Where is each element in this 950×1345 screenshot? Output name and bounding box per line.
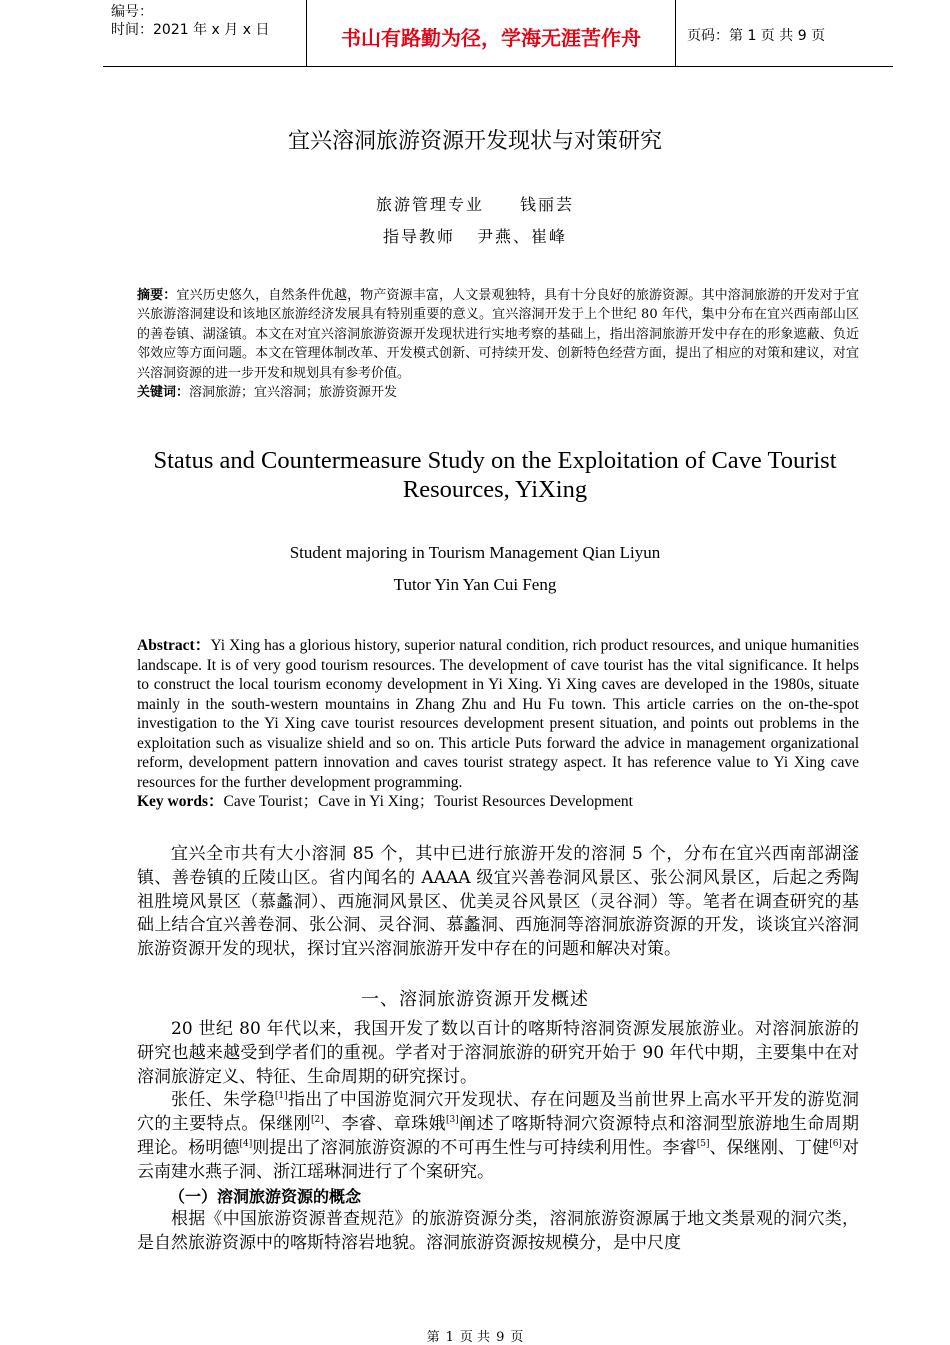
section-heading-1: 一、溶洞旅游资源开发概述 <box>361 989 589 1010</box>
keywords-en-label: Key words： <box>137 793 224 810</box>
title-english: Status and Countermeasure Study on the Exploitation of Cave Tourist Resources, YiXing <box>153 447 837 503</box>
header-page-indicator: 页码：第 1 页 共 9 页 <box>687 28 826 44</box>
section-1-body <box>137 1018 859 1256</box>
abstract-chinese <box>137 286 859 402</box>
document-number-label: 编号： <box>111 4 153 20</box>
tutor-label: 指导教师 <box>382 227 455 246</box>
keywords-label: 关键词： <box>137 385 190 401</box>
keywords-text: 溶洞旅游；宜兴溶洞；旅游资源开发 <box>189 385 398 401</box>
abstract-label: 摘要： <box>137 288 177 303</box>
footer-page-number: 1 <box>445 1330 454 1345</box>
keywords-en-text: Cave Tourist；Cave in Yi Xing；Tourist Resources Development <box>223 793 633 810</box>
abstract-english <box>137 636 859 812</box>
author-line-cn <box>0 192 950 215</box>
subsection-heading: （一）溶洞旅游资源的概念 <box>169 1186 362 1206</box>
tutor-line-cn <box>0 224 950 247</box>
header-motto: 书山有路勤为径，学海无涯苦作舟 <box>341 26 641 50</box>
header-info <box>111 3 269 39</box>
title-chinese: 宜兴溶洞旅游资源开发现状与对策研究 <box>287 129 662 154</box>
page-footer: 第 1 页 共 9 页 <box>426 1330 524 1345</box>
abstract-en-text: Yi Xing has a glorious history, superior natural condition, rich product resources, and unique humanities landscape. It is of very good tourism resources. The development of cave tourist has the vital significance. It helps to construct the local tourism economy development in Yi Xing. Yi Xing caves are developed in the 1980s, situate mainly in the south-western mountains in Zhang Zhu and Hu Fu town. This article carries on the on-the-spot investigation to the Yi Xing cave tourist resources development present situation, and points out problems in the exploitation such as visualize shield and so on. This article Puts forward the advice in management organizational reform, development pattern innovation and caves tourist strategy aspect. It has reference value to Yi Xing cave resources for the further development programming. <box>137 637 859 791</box>
body-paragraph-citations: 张任、朱学稳[1]指出了中国游览洞穴开发现状、存在问题及当前世界上高水平开发的游览洞穴的主要特点。保继刚[2]、李睿、章珠娥[3]阐述了喀斯特洞穴资源特点和溶洞型旅游地生命周期理论。杨明德[4]则提出了溶洞旅游资源的不可再生性与可持续利用性。李睿[5]、保继刚、丁健[6]对云南建水燕子洞、浙江瑶琳洞进行了个案研究。 <box>137 1090 860 1182</box>
citation-ref: [6] <box>829 1138 842 1149</box>
page-header <box>103 0 893 67</box>
citation-ref: [5] <box>696 1138 710 1149</box>
author-name: 钱丽芸 <box>520 195 575 214</box>
body-paragraph: 根据《中国旅游资源普查规范》的旅游资源分类，溶洞旅游资源属于地文类景观的洞穴类，是自然旅游资源中的喀斯特溶岩地貌。溶洞旅游资源按规模分，是中尺度 <box>137 1209 859 1254</box>
abstract-text: 宜兴历史悠久，自然条件优越，物产资源丰富，人文景观独特，具有十分良好的旅游资源。其中溶洞旅游的开发对于宜兴旅游溶洞建设和该地区旅游经济发展具有特别重要的意义。宜兴溶洞开发于上个世纪 80 年代，集中分布在宜兴西南部山区的善卷镇、湖滏镇。本文在对宜兴溶洞旅游资源开发现状进行实地考察的基础上，指出溶洞旅游开发中存在的形象遮蔽、负近邻效应等方面问题。本文在管理体制改革、开发模式创新、可持续开发、创新特色经营方面，提出了相应的对策和建议，对宜兴溶洞资源的进一步开发和规划具有参考价值。 <box>137 288 859 381</box>
tutor-names: 尹燕、崔峰 <box>477 227 568 246</box>
abstract-en-label: Abstract： <box>137 637 211 654</box>
intro-section <box>137 843 859 962</box>
header-motto-box <box>306 0 676 66</box>
author-line-en: Student majoring in Tourism Management Qian Liyun <box>289 543 661 562</box>
citation-ref: [3] <box>446 1115 459 1126</box>
citation-ref: [1] <box>274 1091 288 1102</box>
document-date: 时间：2021 年 x 月 x 日 <box>111 22 270 38</box>
body-paragraph: 20 世纪 80 年代以来，我国开发了数以百计的喀斯特溶洞资源发展旅游业。对溶洞旅游的研究也越来越受到学者们的重视。学者对于溶洞旅游的研究开始于 90 年代中期，主要集中在对溶洞旅游定义、特征、生命周期的研究探讨。 <box>137 1019 859 1087</box>
citation-ref: [2] <box>311 1115 324 1126</box>
intro-paragraph: 宜兴全市共有大小溶洞 85 个，其中已进行旅游开发的溶洞 5 个，分布在宜兴西南部湖滏镇、善卷镇的丘陵山区。省内闻名的 AAAA 级宜兴善卷洞风景区、张公洞风景区，后起之秀陶祖胜境风景区（慕蠡洞）、西施洞风景区、优美灵谷风景区（灵谷洞）等。笔者在调查研究的基础上结合宜兴善卷洞、张公洞、灵谷洞、慕蠡洞、西施洞等溶洞旅游资源的开发，谈谈宜兴溶洞旅游资源开发的现状，探讨宜兴溶洞旅游开发中存在的问题和解决对策。 <box>137 844 859 960</box>
tutor-line-en: Tutor Yin Yan Cui Feng <box>393 575 557 594</box>
footer-total-pages: 9 <box>496 1330 505 1345</box>
citation-ref: [4] <box>239 1138 253 1149</box>
author-major: 旅游管理专业 <box>375 195 484 214</box>
